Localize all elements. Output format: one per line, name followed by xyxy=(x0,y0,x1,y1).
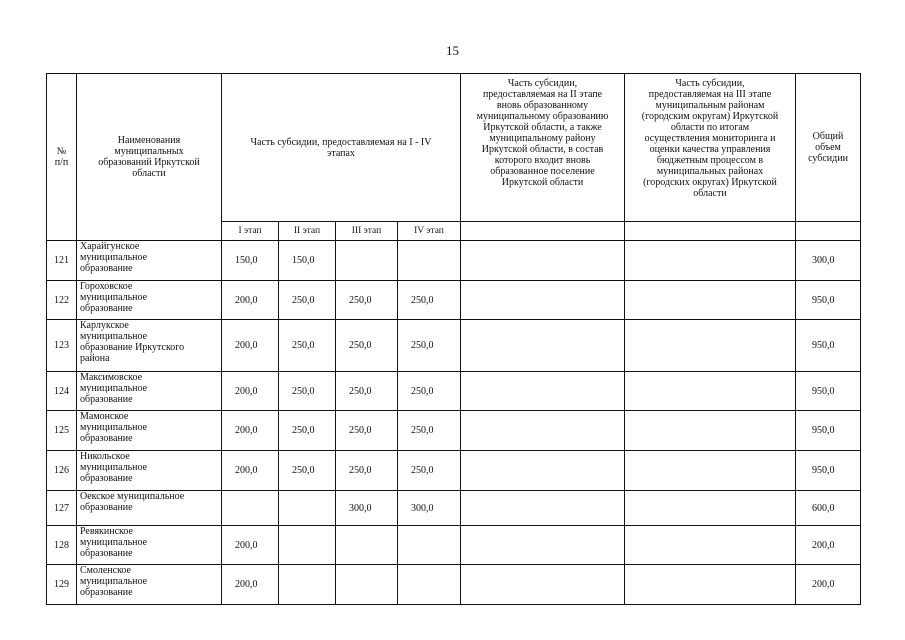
total-value: 300,0 xyxy=(796,241,861,281)
stage-4-value: 250,0 xyxy=(398,372,461,411)
stage-4-value: 250,0 xyxy=(398,320,461,372)
stage-2-value xyxy=(279,526,336,565)
stage-4-value xyxy=(398,241,461,281)
stage2-new-value xyxy=(461,526,625,565)
stage-3-value xyxy=(336,526,398,565)
header-total-sub xyxy=(796,222,861,241)
stage2-new-value xyxy=(461,451,625,491)
stage3-districts-value xyxy=(625,526,796,565)
table-row xyxy=(47,526,861,565)
table-row xyxy=(47,281,861,320)
total-value: 950,0 xyxy=(796,372,861,411)
stage-4-value: 250,0 xyxy=(398,411,461,451)
row-number: 129 xyxy=(47,565,77,605)
total-value: 200,0 xyxy=(796,565,861,605)
table-body xyxy=(47,241,861,605)
stage-3-value: 250,0 xyxy=(336,320,398,372)
stage-4-value: 250,0 xyxy=(398,451,461,491)
stage-4-value: 250,0 xyxy=(398,281,461,320)
stage3-districts-value xyxy=(625,241,796,281)
total-value: 600,0 xyxy=(796,491,861,526)
municipality-name: Смоленское муниципальное образование xyxy=(77,565,222,605)
stage-3-value: 250,0 xyxy=(336,372,398,411)
total-value: 950,0 xyxy=(796,451,861,491)
stage3-districts-value xyxy=(625,281,796,320)
stage2-new-value xyxy=(461,320,625,372)
stage3-districts-value xyxy=(625,491,796,526)
header-total: Общий объем субсидии xyxy=(796,74,861,222)
stage-1-value: 200,0 xyxy=(222,281,279,320)
total-value: 950,0 xyxy=(796,320,861,372)
stage-1-value: 150,0 xyxy=(222,241,279,281)
row-number: 123 xyxy=(47,320,77,372)
stage-1-value: 200,0 xyxy=(222,372,279,411)
stage-1-value: 200,0 xyxy=(222,526,279,565)
header-stage3-districts: Часть субсидии, предоставляемая на III этапе муниципальным районам (городским округам) Иркутской области по итогам осуществления мониторинга и оценки качества управления бюджетным процессом в муниципальных районах (городских округах) Иркутской области xyxy=(625,74,796,222)
stage2-new-value xyxy=(461,281,625,320)
header-stage-4: IV этап xyxy=(398,222,461,241)
municipality-name: Ревякинское муниципальное образование xyxy=(77,526,222,565)
stage2-new-value xyxy=(461,372,625,411)
page-number: 15 xyxy=(446,43,459,58)
stage2-new-value xyxy=(461,491,625,526)
header-name: Наименования муниципальных образований Иркутской области xyxy=(77,74,222,241)
stage-1-value xyxy=(222,491,279,526)
header-stage3-districts-sub xyxy=(625,222,796,241)
header-num: № п/п xyxy=(47,74,77,241)
subsidy-table xyxy=(46,73,861,605)
table-row xyxy=(47,372,861,411)
table-row xyxy=(47,411,861,451)
municipality-name: Мамонское муниципальное образование xyxy=(77,411,222,451)
total-value: 950,0 xyxy=(796,281,861,320)
total-value: 950,0 xyxy=(796,411,861,451)
stage-2-value: 250,0 xyxy=(279,411,336,451)
stage-2-value: 250,0 xyxy=(279,372,336,411)
header-stages-group: Часть субсидии, предоставляемая на I - IV этапах xyxy=(222,74,461,222)
stage-3-value: 250,0 xyxy=(336,281,398,320)
stage-2-value xyxy=(279,565,336,605)
stage-3-value: 250,0 xyxy=(336,411,398,451)
header-stage2-new-sub xyxy=(461,222,625,241)
header-stage-2: II этап xyxy=(279,222,336,241)
stage-4-value: 300,0 xyxy=(398,491,461,526)
row-number: 124 xyxy=(47,372,77,411)
municipality-name: Гороховское муниципальное образование xyxy=(77,281,222,320)
stage-1-value: 200,0 xyxy=(222,320,279,372)
stage3-districts-value xyxy=(625,451,796,491)
municipality-name: Никольское муниципальное образование xyxy=(77,451,222,491)
municipality-name: Максимовское муниципальное образование xyxy=(77,372,222,411)
stage-2-value: 250,0 xyxy=(279,281,336,320)
municipality-name: Харайгунское муниципальное образование xyxy=(77,241,222,281)
stage-4-value xyxy=(398,526,461,565)
header-stage-1: I этап xyxy=(222,222,279,241)
stage2-new-value xyxy=(461,241,625,281)
stage3-districts-value xyxy=(625,411,796,451)
row-number: 125 xyxy=(47,411,77,451)
row-number: 127 xyxy=(47,491,77,526)
stage-2-value: 150,0 xyxy=(279,241,336,281)
stage3-districts-value xyxy=(625,372,796,411)
stage3-districts-value xyxy=(625,320,796,372)
row-number: 126 xyxy=(47,451,77,491)
stage-3-value xyxy=(336,565,398,605)
table-row xyxy=(47,565,861,605)
stage-2-value: 250,0 xyxy=(279,451,336,491)
municipality-name: Оекское муниципальное образование xyxy=(77,491,222,526)
row-number: 122 xyxy=(47,281,77,320)
row-number: 128 xyxy=(47,526,77,565)
stage-2-value xyxy=(279,491,336,526)
stage-1-value: 200,0 xyxy=(222,451,279,491)
stage-3-value: 250,0 xyxy=(336,451,398,491)
municipality-name: Карлукское муниципальное образование Иркутского района xyxy=(77,320,222,372)
stage-1-value: 200,0 xyxy=(222,411,279,451)
header-stage-3: III этап xyxy=(336,222,398,241)
table-row xyxy=(47,241,861,281)
stage-3-value: 300,0 xyxy=(336,491,398,526)
stage2-new-value xyxy=(461,565,625,605)
stage-4-value xyxy=(398,565,461,605)
stage3-districts-value xyxy=(625,565,796,605)
stage-1-value: 200,0 xyxy=(222,565,279,605)
stage-2-value: 250,0 xyxy=(279,320,336,372)
header-stage2-new: Часть субсидии, предоставляемая на II этапе вновь образованному муниципальному образованию Иркутской области, а также муниципальному району Иркутской области, в состав которого входит вновь образованное поселение Иркутской области xyxy=(461,74,625,222)
table-row xyxy=(47,491,861,526)
row-number: 121 xyxy=(47,241,77,281)
table-row xyxy=(47,451,861,491)
table-row xyxy=(47,320,861,372)
total-value: 200,0 xyxy=(796,526,861,565)
stage2-new-value xyxy=(461,411,625,451)
stage-3-value xyxy=(336,241,398,281)
